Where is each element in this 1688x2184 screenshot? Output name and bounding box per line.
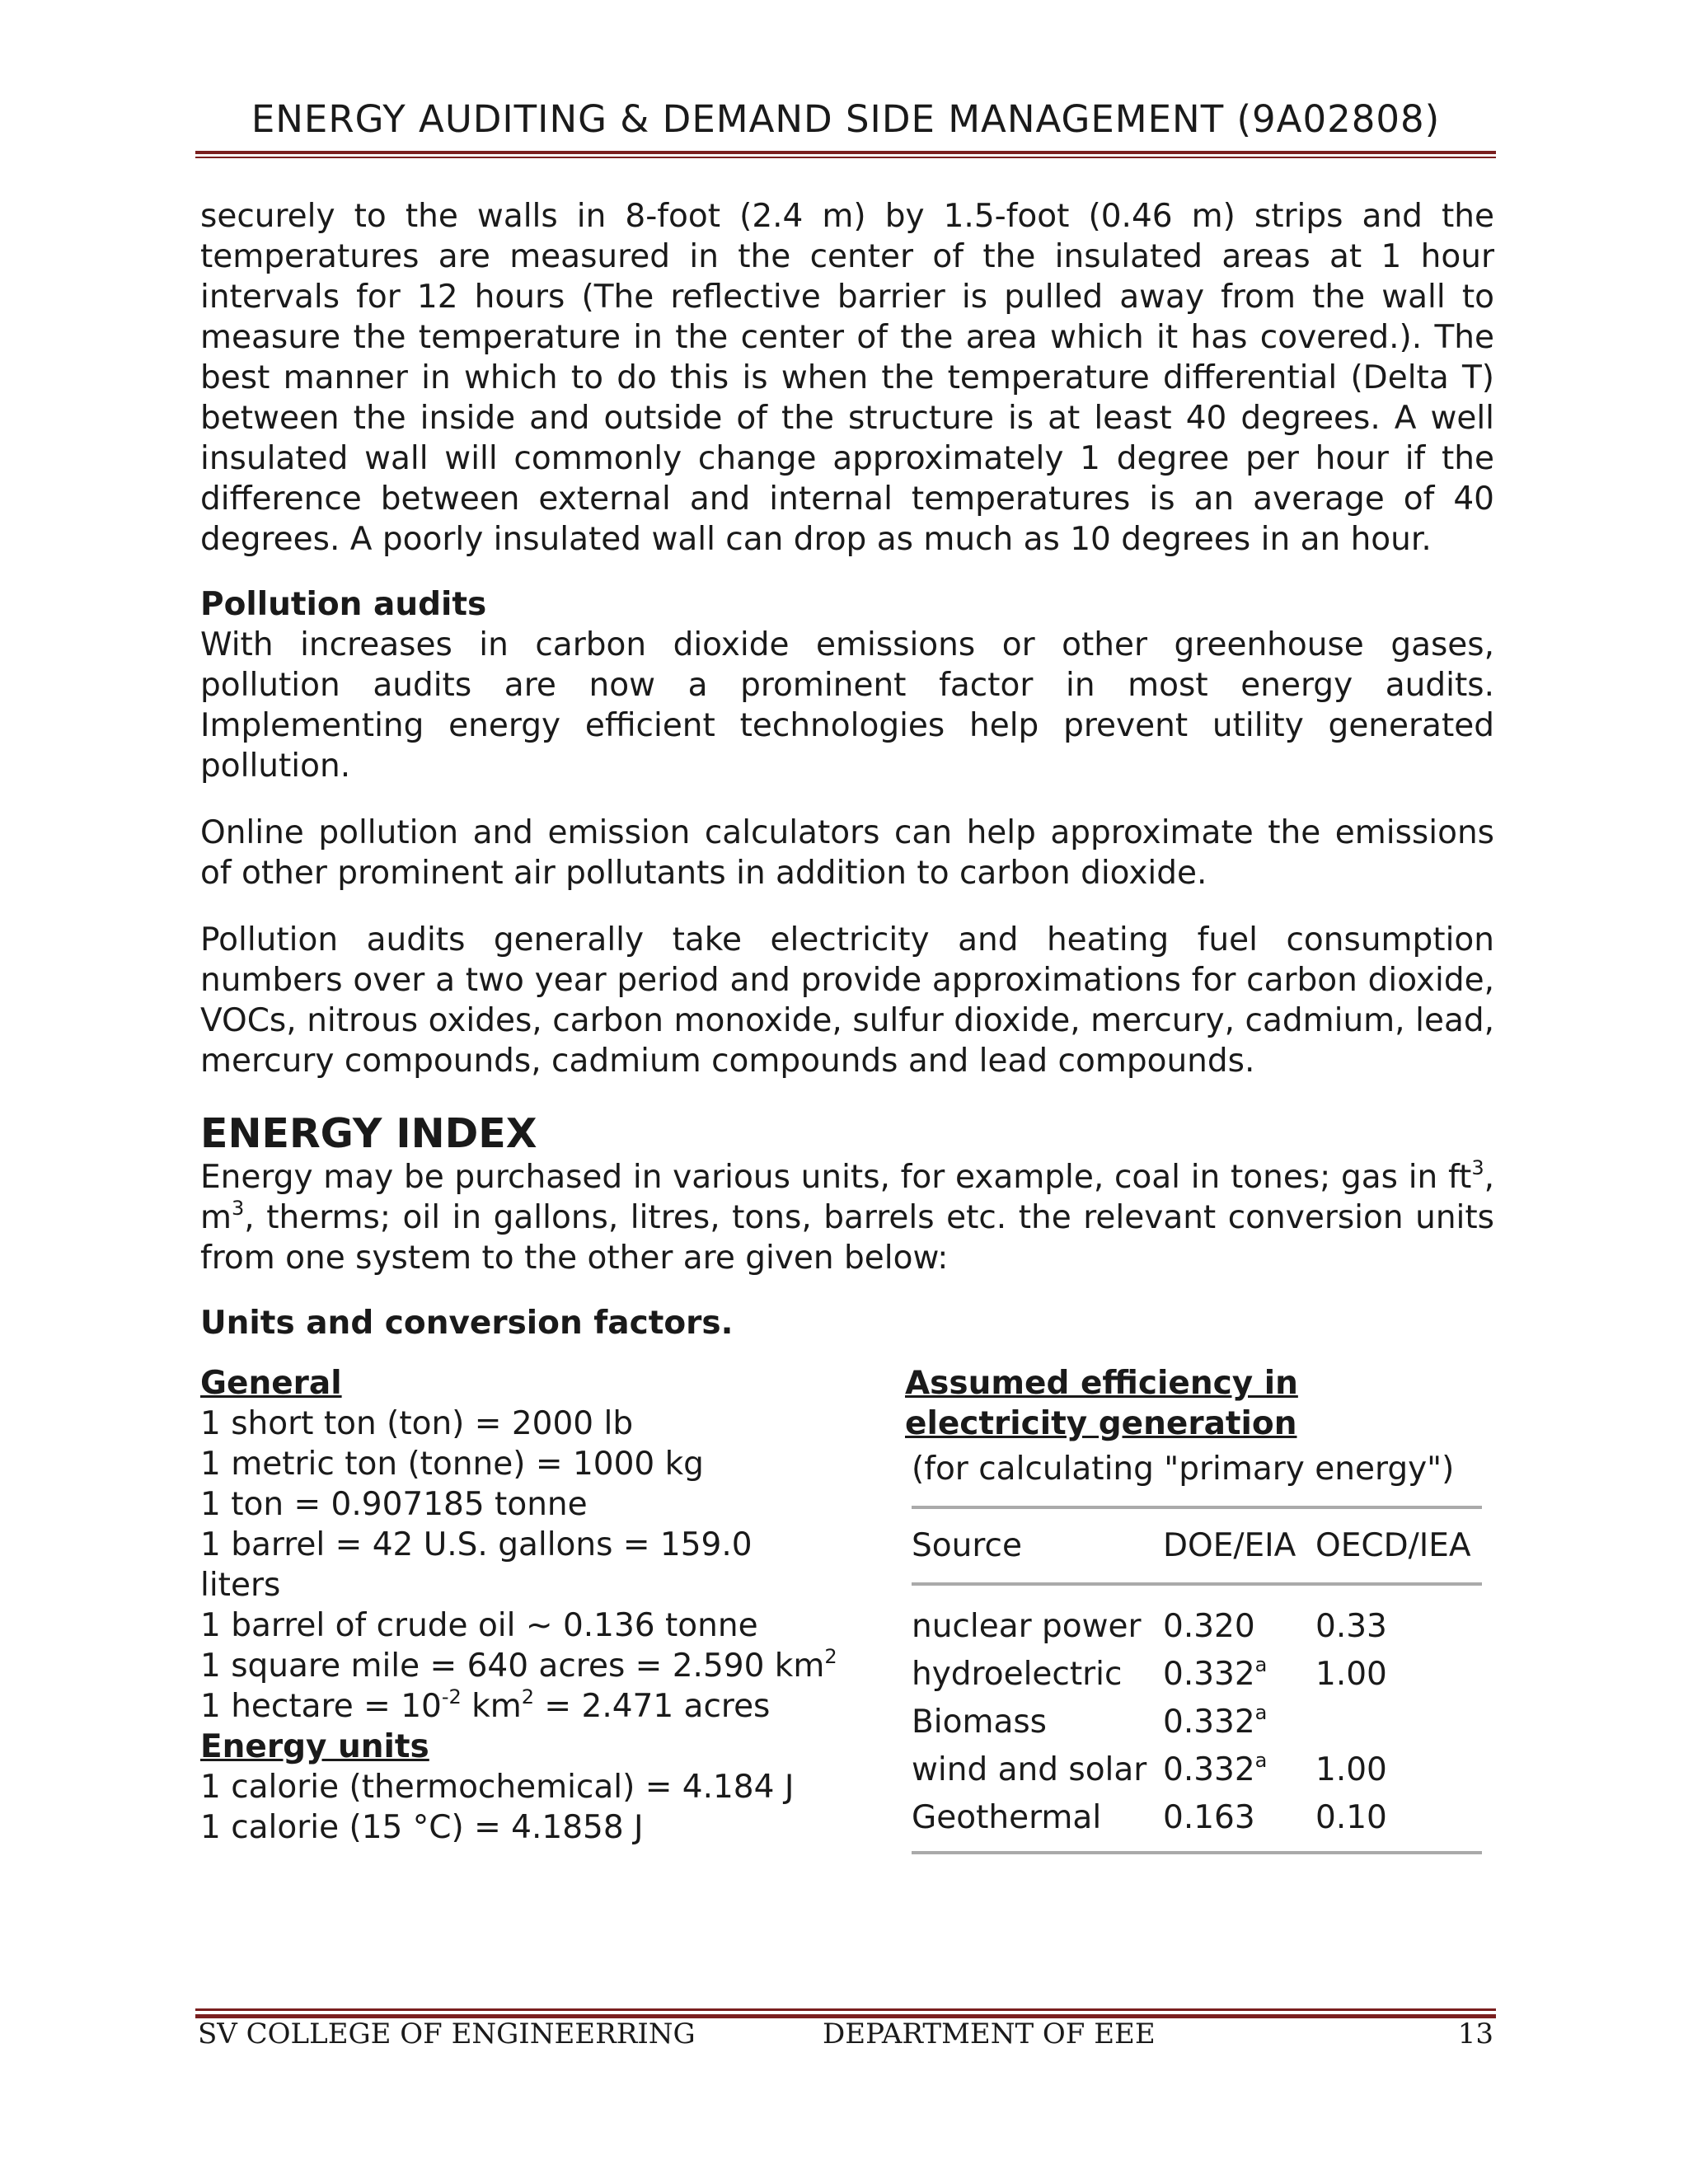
footer-college: SV COLLEGE OF ENGINEERRING — [198, 2018, 696, 2050]
cell-value: 0.332 — [1163, 1703, 1255, 1741]
energy-index-text-a: Energy may be purchased in various units, for example, coal in tones; gas in ft — [200, 1159, 1472, 1196]
page-header-title: ENERGY AUDITING & DEMAND SIDE MANAGEMENT (9A02808) — [251, 97, 1441, 141]
general-conversions — [200, 1363, 884, 1848]
table-row — [912, 1746, 1482, 1793]
cell-value: 0.320 — [1163, 1607, 1255, 1645]
cell-doe-eia — [1163, 1584, 1315, 1650]
superscript: 3 — [1471, 1156, 1484, 1179]
cell-oecd-iea: 1.00 — [1315, 1750, 1387, 1788]
table-row — [912, 1650, 1482, 1698]
cell-source: Biomass — [912, 1703, 1047, 1741]
cell-source: wind and solar — [912, 1750, 1147, 1788]
table-row — [912, 1584, 1482, 1650]
cell-source: nuclear power — [912, 1607, 1142, 1645]
cell-value: 0.163 — [1163, 1798, 1255, 1836]
cell-doe-eia — [1163, 1793, 1315, 1853]
cell-oecd-iea: 0.33 — [1315, 1607, 1387, 1645]
column-header-source: Source — [912, 1507, 1163, 1584]
conversion-text: = 2.471 acres — [534, 1688, 771, 1725]
energy-units-heading: Energy units — [200, 1728, 429, 1765]
superscript: 2 — [824, 1645, 837, 1668]
footer-rule-thin — [195, 2008, 1496, 2011]
conversion-line: 1 calorie (thermochemical) = 4.184 J — [200, 1769, 795, 1806]
general-heading: General — [200, 1365, 342, 1402]
header-rule-thin — [195, 157, 1496, 158]
conversion-line: 1 barrel = 42 U.S. gallons = 159.0 liters — [200, 1526, 753, 1604]
efficiency-note: (for calculating "primary energy") — [912, 1451, 1455, 1488]
conversion-line: 1 barrel of crude oil ~ 0.136 tonne — [200, 1607, 758, 1644]
column-header-oecd-iea: OECD/IEA — [1315, 1507, 1482, 1584]
footnote-marker: a — [1254, 1652, 1268, 1676]
pollution-paragraph-1: With increases in carbon dioxide emissions or other greenhouse gases, pollution audits are now a prominent factor in most energy audits. Implementing energy efficient technologies help prevent utility generated pollution. — [200, 626, 1494, 785]
cell-doe-eia — [1163, 1650, 1315, 1698]
energy-index-text-c: , therms; oil in gallons, litres, tons, barrels etc. the relevant conversion units from one system to the other are given below: — [200, 1199, 1494, 1277]
pollution-paragraph-3: Pollution audits generally take electricity and heating fuel consumption numbers over a two year period and provide approximations for carbon dioxide, VOCs, nitrous oxides, carbon monoxide, sulfur dioxide, mercury, cadmium, lead, mercury compounds, cadmium compounds and lead compounds. — [200, 921, 1494, 1080]
conversion-text: 1 square mile = 640 acres = 2.590 km — [200, 1647, 825, 1685]
efficiency-heading-line-1: Assumed efficiency in — [905, 1365, 1298, 1402]
table-row — [912, 1698, 1482, 1746]
cell-value: 0.332 — [1163, 1750, 1255, 1788]
superscript: -2 — [441, 1685, 462, 1708]
cell-doe-eia — [1163, 1698, 1315, 1746]
conversion-line: 1 short ton (ton) = 2000 lb — [200, 1405, 634, 1442]
intro-paragraph: securely to the walls in 8-foot (2.4 m) by 1.5-foot (0.46 m) strips and the temperatures are measured in the center of the insulated areas at 1 hour intervals for 12 hours (The reflective barrier is pulled away from the wall to measure the temperature in the center of the area which it has covered.). The best manner in which to do this is when the temperature differential (Delta T) between the inside and outside of the structure is at least 40 degrees. A well insulated wall will commonly change approximately 1 degree per hour if the difference between external and internal temperatures is an average of 40 degrees. A poorly insulated wall can drop as much as 10 degrees in an hour. — [200, 198, 1494, 558]
footer-department: DEPARTMENT OF EEE — [823, 2018, 1156, 2050]
conversion-columns — [200, 1363, 1494, 1899]
efficiency-heading-line-2: electricity generation — [905, 1405, 1297, 1442]
table-header-row — [912, 1507, 1482, 1584]
conversion-text: 1 hectare = 10 — [200, 1688, 442, 1725]
cell-oecd-iea: 0.10 — [1315, 1793, 1482, 1853]
page-number: 13 — [1457, 2018, 1493, 2050]
energy-index-text-b: , m — [200, 1159, 1494, 1236]
energy-index-paragraph — [200, 1157, 1494, 1278]
footnote-marker: a — [1254, 1700, 1268, 1724]
cell-source: Geothermal — [912, 1793, 1163, 1853]
units-heading: Units and conversion factors. — [200, 1305, 734, 1342]
pollution-paragraph-2: Online pollution and emission calculators can help approximate the emissions of other prominent air pollutants in addition to carbon dioxide. — [200, 814, 1494, 892]
table-row — [912, 1793, 1482, 1853]
cell-oecd-iea: 1.00 — [1315, 1655, 1387, 1693]
conversion-text: km — [461, 1688, 522, 1725]
pollution-audits-heading: Pollution audits — [200, 586, 487, 623]
conversion-line: 1 metric ton (tonne) = 1000 kg — [200, 1446, 704, 1483]
cell-source: hydroelectric — [912, 1655, 1123, 1693]
cell-value: 0.332 — [1163, 1655, 1255, 1693]
cell-oecd-iea — [1315, 1698, 1482, 1746]
conversion-line: 1 ton = 0.907185 tonne — [200, 1486, 588, 1523]
conversion-line — [200, 1686, 884, 1727]
efficiency-section — [905, 1363, 1498, 1854]
column-header-doe-eia: DOE/EIA — [1163, 1507, 1315, 1584]
footnote-marker: a — [1254, 1748, 1268, 1772]
energy-index-title: ENERGY INDEX — [200, 1110, 537, 1157]
header-rule — [195, 151, 1496, 154]
conversion-line: 1 calorie (15 °C) = 4.1858 J — [200, 1809, 644, 1846]
page-content — [200, 196, 1494, 1899]
conversion-line — [200, 1646, 884, 1686]
superscript: 3 — [232, 1197, 245, 1220]
superscript: 2 — [521, 1685, 535, 1708]
efficiency-table — [912, 1506, 1482, 1854]
cell-doe-eia — [1163, 1746, 1315, 1793]
